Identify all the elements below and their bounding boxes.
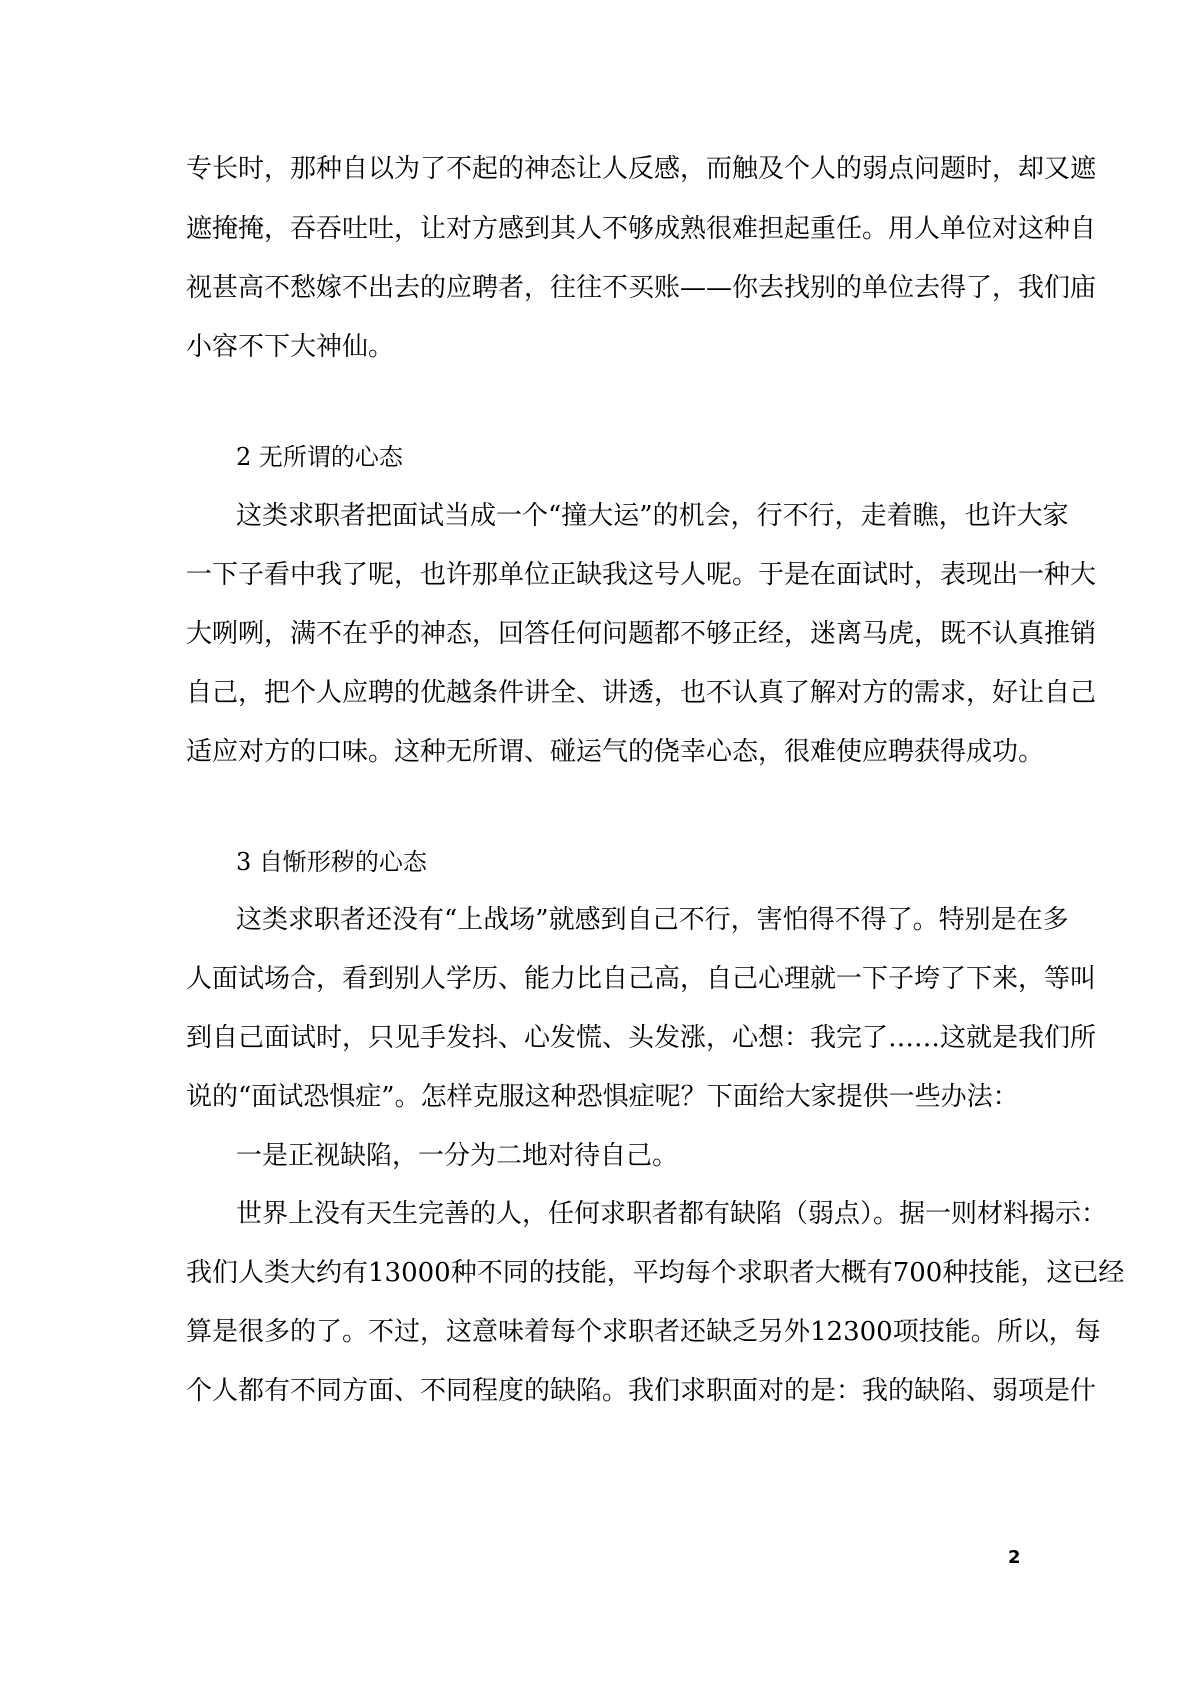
paragraph-2-line-3: 大咧咧，满不在乎的神态，回答任何问题都不够正经，迷离马虎，既不认真推销 xyxy=(186,619,1097,649)
section-heading-3: 3 自惭形秽的心态 xyxy=(236,848,427,876)
paragraph-3-line-3: 到自己面试时，只见手发抖、心发慌、头发涨，心想：我完了……这就是我们所 xyxy=(186,1023,1097,1053)
paragraph-1-line-2: 遮掩掩，吞吞吐吐，让对方感到其人不够成熟很难担起重任。用人单位对这种自 xyxy=(186,214,1097,244)
paragraph-3-line-4: 说的“面试恐惧症”。怎样克服这种恐惧症呢？下面给大家提供一些办法： xyxy=(186,1082,1019,1112)
paragraph-4-line-1: 一是正视缺陷，一分为二地对待自己。 xyxy=(236,1141,679,1171)
paragraph-5-line-3: 算是很多的了。不过，这意味着每个求职者还缺乏另外12300项技能。所以，每 xyxy=(186,1317,1101,1347)
paragraph-3-line-2: 人面试场合，看到别人学历、能力比自己高，自己心理就一下子垮了下来，等叫 xyxy=(186,964,1097,994)
paragraph-5-line-1: 世界上没有天生完善的人，任何求职者都有缺陷（弱点）。据一则材料揭示： xyxy=(236,1199,1108,1229)
paragraph-1-line-3: 视甚高不愁嫁不出去的应聘者，往往不买账——你去找别的单位去得了，我们庙 xyxy=(186,273,1097,303)
paragraph-1-line-4: 小容不下大神仙。 xyxy=(186,332,395,362)
page-number: 2 xyxy=(1008,1547,1021,1568)
paragraph-3-line-1: 这类求职者还没有“上战场”就感到自己不行，害怕得不得了。特别是在多 xyxy=(236,905,1069,935)
paragraph-5-line-2: 我们人类大约有13000种不同的技能，平均每个求职者大概有700种技能，这已经 xyxy=(186,1258,1125,1288)
section-heading-2: 2 无所谓的心态 xyxy=(236,443,403,471)
paragraph-2-line-1: 这类求职者把面试当成一个“撞大运”的机会，行不行，走着瞧，也许大家 xyxy=(236,501,1069,531)
paragraph-2-line-2: 一下子看中我了呢，也许那单位正缺我这号人呢。于是在面试时，表现出一种大 xyxy=(186,560,1097,590)
paragraph-1-line-1: 专长时，那种自以为了不起的神态让人反感，而触及个人的弱点问题时，却又遮 xyxy=(186,154,1097,184)
paragraph-5-line-4: 个人都有不同方面、不同程度的缺陷。我们求职面对的是：我的缺陷、弱项是什 xyxy=(186,1376,1097,1406)
paragraph-2-line-4: 自己，把个人应聘的优越条件讲全、讲透，也不认真了解对方的需求，好让自己 xyxy=(186,678,1097,708)
paragraph-2-line-5: 适应对方的口味。这种无所谓、碰运气的侥幸心态，很难使应聘获得成功。 xyxy=(186,737,1045,767)
